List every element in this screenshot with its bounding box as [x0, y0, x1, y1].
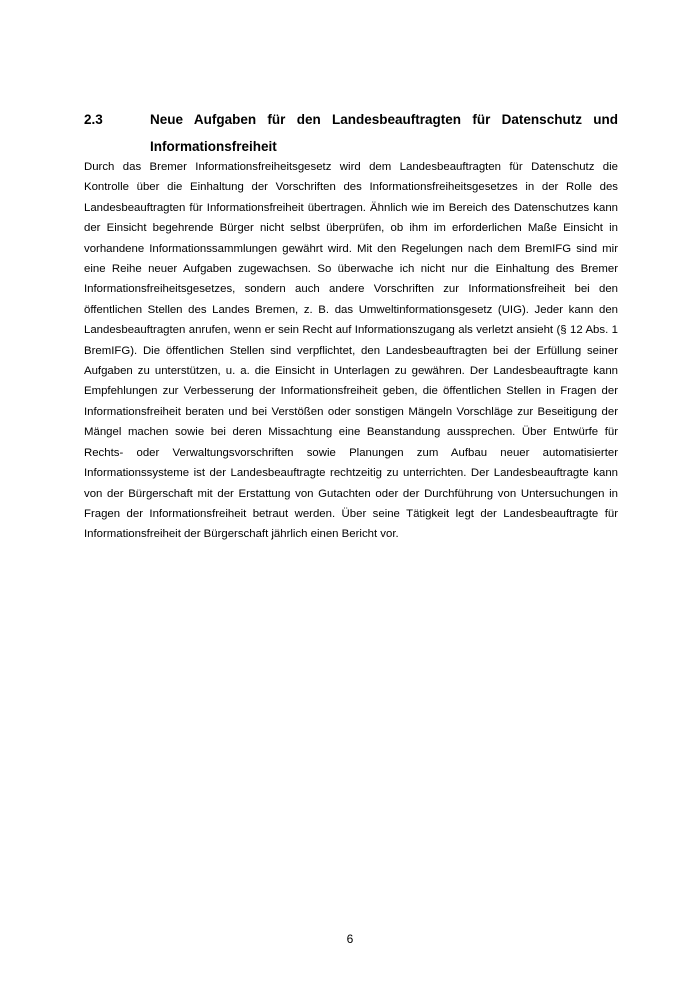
section-title-line-1: Neue Aufgaben für den Landesbeauftragten für Datenschutz und: [150, 112, 618, 127]
section-number: 2.3: [84, 112, 103, 127]
section-title-line-2: Informationsfreiheit: [150, 139, 277, 154]
body-paragraph: Durch das Bremer Informationsfreiheitsgesetz wird dem Landesbeauftragten für Datenschutz die Kontrolle über die Einhaltung der Vorschriften des Informationsfreiheitsgesetzes in der Rolle des Landesbeauftragten für Informationsfreiheit übertragen. Ähnlich wie im Bereich des Datenschutzes kann der Einsicht begehrende Bürger nicht selbst überprüfen, ob ihm im erforderlichen Maße Einsicht in vorhandene Informationssammlungen gewährt wird. Mit den Regelungen nach dem BremIFG sind mir eine Reihe neuer Aufgaben zugewachsen. So überwache ich nicht nur die Einhaltung des Bremer Informationsfreiheitsgesetzes, sondern auch andere Vorschriften zur Informationsfreiheit bei den öffentlichen Stellen des Landes Bremen, z. B. das Umweltinformationsgesetz (UIG). Jeder kann den Landesbeauftragten anrufen, wenn er sein Recht auf Informationszugang als verletzt ansieht (§ 12 Abs. 1 BremIFG). Die öffentlichen Stellen sind verpflichtet, den Landesbeauftragten bei der Erfüllung seiner Aufgaben zu unterstützen, u. a. die Einsicht in Unterlagen zu gewähren. Der Landesbeauftragte kann Empfehlungen zur Verbesserung der Informationsfreiheit geben, die öffentlichen Stellen in Fragen der Informationsfreiheit beraten und bei Verstößen oder sonstigen Mängeln Vorschläge zur Beseitigung der Mängel machen sowie bei deren Missachtung eine Beanstandung aussprechen. Über Entwürfe für Rechts- oder Verwaltungsvorschriften sowie Planungen zum Aufbau neuer automatisierter Informationssysteme ist der Landesbeauftragte rechtzeitig zu unterrichten. Der Landesbeauftragte kann von der Bürgerschaft mit der Erstattung von Gutachten oder der Durchführung von Untersuchungen in Fragen der Informationsfreiheit betraut werden. Über seine Tätigkeit legt der Landesbeauftragte für Informationsfreiheit der Bürgerschaft jährlich einen Bericht vor.: [84, 161, 618, 541]
section-heading-row: [84, 106, 618, 133]
section-heading: [84, 106, 618, 160]
page-number: 6: [346, 932, 354, 946]
